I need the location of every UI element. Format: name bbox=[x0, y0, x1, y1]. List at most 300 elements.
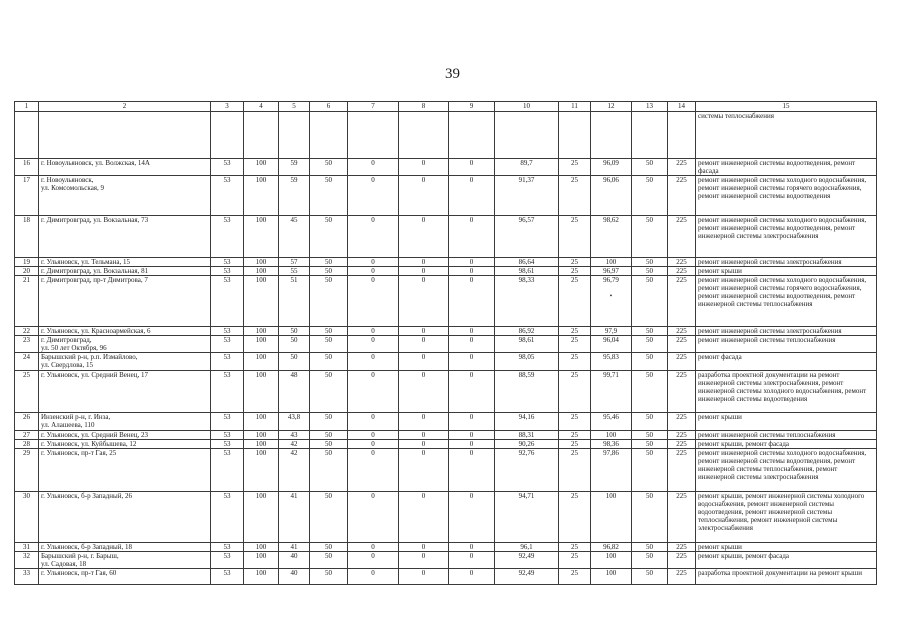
value-text: 225 bbox=[676, 440, 687, 448]
column-number-3: 3 bbox=[211, 102, 244, 112]
value-cell-c11 bbox=[559, 258, 591, 267]
row-number: 21 bbox=[15, 276, 39, 327]
value-cell-c11 bbox=[559, 449, 591, 492]
address-cell bbox=[39, 440, 211, 449]
value-cell-c8 bbox=[399, 336, 449, 353]
table-row bbox=[15, 216, 877, 258]
value-cell-c7 bbox=[348, 353, 399, 371]
value-cell-c10 bbox=[495, 431, 559, 440]
row-number: 32 bbox=[15, 552, 39, 569]
value-text: 88,31 bbox=[518, 431, 535, 439]
value-text: 50 bbox=[325, 569, 332, 577]
value-cell-c13 bbox=[632, 492, 668, 543]
value-cell-c6 bbox=[310, 543, 348, 552]
value-cell-c9 bbox=[449, 267, 495, 276]
address-line: ул. 50 лет Октября, 96 bbox=[41, 344, 107, 352]
value-text: 0 bbox=[371, 552, 375, 560]
value-text: 100 bbox=[605, 492, 617, 500]
value-cell-c10 bbox=[495, 176, 559, 216]
value-text: 100 bbox=[255, 336, 267, 344]
value-cell-c6 bbox=[310, 552, 348, 569]
value-cell-c6 bbox=[310, 258, 348, 267]
value-cell-c6 bbox=[310, 327, 348, 336]
value-cell-c10 bbox=[495, 353, 559, 371]
row-number: 23 bbox=[15, 336, 39, 353]
value-text: 97,9 bbox=[604, 327, 618, 335]
work-description: ремонт инженерной системы электроснабжения bbox=[696, 327, 877, 336]
row-number: 22 bbox=[15, 327, 39, 336]
value-text: 50 bbox=[325, 216, 332, 224]
value-cell-c7 bbox=[348, 449, 399, 492]
value-text: 25 bbox=[571, 552, 578, 560]
value-cell-c4 bbox=[244, 258, 279, 267]
value-text: 96,97 bbox=[603, 267, 619, 275]
value-cell-c12 bbox=[591, 276, 632, 327]
value-cell-c8 bbox=[399, 371, 449, 413]
value-cell-c9 bbox=[449, 176, 495, 216]
row-number: 33 bbox=[15, 569, 39, 585]
value-cell-c13 bbox=[632, 371, 668, 413]
value-text: 53 bbox=[223, 449, 231, 457]
value-text: 50 bbox=[325, 371, 332, 379]
value-text: 0 bbox=[371, 216, 375, 224]
value-cell-c10 bbox=[495, 440, 559, 449]
value-text: 0 bbox=[371, 176, 375, 184]
value-cell-c12 bbox=[591, 176, 632, 216]
value-text: 25 bbox=[571, 159, 578, 167]
carry-over-row bbox=[15, 112, 877, 159]
value-cell-c14 bbox=[668, 336, 696, 353]
value-text: 0 bbox=[469, 216, 474, 224]
value-text: 97,86 bbox=[603, 449, 619, 457]
table-row bbox=[15, 159, 877, 176]
value-text: 100 bbox=[255, 440, 267, 448]
value-text: 0 bbox=[371, 492, 375, 500]
value-cell-c11 bbox=[559, 569, 591, 585]
repair-program-table bbox=[14, 101, 877, 585]
value-cell-c3 bbox=[211, 327, 244, 336]
value-cell-c9 bbox=[449, 336, 495, 353]
value-text: 225 bbox=[676, 176, 687, 184]
value-text: 53 bbox=[223, 371, 231, 379]
value-cell-c11 bbox=[559, 353, 591, 371]
value-cell-c12 bbox=[591, 413, 632, 431]
value-cell-c5 bbox=[279, 543, 310, 552]
value-text: 0 bbox=[469, 440, 474, 448]
column-number-14: 14 bbox=[668, 102, 696, 112]
value-text: 0 bbox=[469, 353, 474, 361]
value-text: 53 bbox=[223, 159, 231, 167]
value-cell-c5 bbox=[279, 569, 310, 585]
value-text: 0 bbox=[371, 543, 375, 551]
value-text: 0 bbox=[469, 276, 474, 284]
column-number-7: 7 bbox=[348, 102, 399, 112]
value-text: 0 bbox=[469, 449, 474, 457]
value-text: 0 bbox=[469, 492, 474, 500]
value-text: 100 bbox=[255, 276, 267, 284]
value-cell-c10 bbox=[495, 159, 559, 176]
value-text: 98,61 bbox=[518, 336, 535, 344]
value-cell-c6 bbox=[310, 276, 348, 327]
value-cell-c4 bbox=[244, 327, 279, 336]
value-text: 0 bbox=[421, 353, 426, 361]
column-number-6: 6 bbox=[310, 102, 348, 112]
value-text: 50 bbox=[290, 353, 298, 361]
value-cell-c5 bbox=[279, 267, 310, 276]
value-text: 50 bbox=[646, 440, 653, 448]
value-text: 50 bbox=[325, 440, 332, 448]
value-cell-c5 bbox=[279, 371, 310, 413]
value-cell-c8 bbox=[399, 543, 449, 552]
value-cell-c4 bbox=[244, 176, 279, 216]
value-cell-c14 bbox=[668, 327, 696, 336]
column-number-12: 12 bbox=[591, 102, 632, 112]
column-number-row bbox=[15, 102, 877, 112]
address-cell bbox=[39, 552, 211, 569]
value-cell-c3 bbox=[211, 413, 244, 431]
value-text: 50 bbox=[290, 327, 298, 335]
value-cell-c11 bbox=[559, 216, 591, 258]
value-cell-c11 bbox=[559, 336, 591, 353]
value-text: 25 bbox=[571, 176, 578, 184]
value-text: 89,7 bbox=[520, 159, 533, 167]
value-text: 100 bbox=[255, 159, 267, 167]
value-cell-c13 bbox=[632, 176, 668, 216]
value-text: 96,57 bbox=[518, 216, 535, 224]
value-cell-c9 bbox=[449, 413, 495, 431]
work-description: ремонт крыши, ремонт фасада bbox=[696, 552, 877, 569]
value-cell-c8 bbox=[399, 440, 449, 449]
value-text: 225 bbox=[676, 371, 687, 379]
value-text: 42 bbox=[290, 449, 298, 457]
value-cell-c6 bbox=[310, 413, 348, 431]
value-text: 100 bbox=[255, 371, 267, 379]
value-text: 48 bbox=[290, 371, 298, 379]
value-text: 50 bbox=[325, 449, 332, 457]
value-cell-c3 bbox=[211, 492, 244, 543]
table-row bbox=[15, 336, 877, 353]
address-line: г. Новоульяновск, ул. Волжская, 14А bbox=[41, 159, 150, 167]
column-number-11: 11 bbox=[559, 102, 591, 112]
value-cell-c4 bbox=[244, 413, 279, 431]
value-cell-c3 bbox=[211, 258, 244, 267]
value-text: 225 bbox=[676, 327, 687, 335]
value-text: 59 bbox=[290, 176, 298, 184]
value-text: 98,05 bbox=[518, 353, 535, 361]
value-cell-c5 bbox=[279, 353, 310, 371]
value-cell-c14 bbox=[668, 276, 696, 327]
value-text: 0 bbox=[371, 431, 375, 439]
value-cell-c5 bbox=[279, 449, 310, 492]
table-row bbox=[15, 267, 877, 276]
work-description: ремонт инженерной системы теплоснабжения bbox=[696, 336, 877, 353]
value-cell-c14 bbox=[668, 569, 696, 585]
value-cell-c5 bbox=[279, 327, 310, 336]
row-number: 25 bbox=[15, 371, 39, 413]
value-text: 100 bbox=[255, 216, 267, 224]
value-cell-c9 bbox=[449, 353, 495, 371]
value-text: 91,37 bbox=[518, 176, 535, 184]
value-text: 0 bbox=[469, 267, 474, 275]
value-text: 50 bbox=[646, 492, 653, 500]
value-cell-c4 bbox=[244, 216, 279, 258]
value-text: 100 bbox=[605, 552, 617, 560]
value-text: 50 bbox=[646, 371, 653, 379]
value-text: 50 bbox=[646, 267, 653, 275]
value-text: 53 bbox=[223, 431, 231, 439]
value-text: 50 bbox=[325, 159, 332, 167]
value-cell-c10 bbox=[495, 216, 559, 258]
work-description: ремонт крыши, ремонт инженерной системы холодного водоснабжения, ремонт инженерной системы водоотведения, ремонт инженерной системы теплоснабжения, ремонт инженерной системы электроснабжения bbox=[696, 492, 877, 543]
value-text: 53 bbox=[223, 176, 231, 184]
row-number: 27 bbox=[15, 431, 39, 440]
value-text: 50 bbox=[646, 431, 653, 439]
value-cell-c7 bbox=[348, 413, 399, 431]
value-cell-c3 bbox=[211, 569, 244, 585]
value-text: 98,61 bbox=[518, 267, 535, 275]
value-text: 98,62 bbox=[603, 216, 619, 224]
value-text: 25 bbox=[571, 569, 578, 577]
value-cell-c8 bbox=[399, 449, 449, 492]
value-cell-c3 bbox=[211, 431, 244, 440]
value-text: 0 bbox=[421, 413, 426, 421]
value-text: 86,64 bbox=[518, 258, 535, 266]
value-cell-c14 bbox=[668, 353, 696, 371]
address-line: Барышский р-н, г. Барыш, bbox=[41, 552, 119, 560]
value-cell-c5 bbox=[279, 216, 310, 258]
value-text: 0 bbox=[421, 431, 426, 439]
address-cell bbox=[39, 336, 211, 353]
value-cell-c8 bbox=[399, 176, 449, 216]
address-line: ул. Алашеева, 110 bbox=[41, 421, 95, 429]
value-cell-c12 bbox=[591, 216, 632, 258]
table-row bbox=[15, 276, 877, 327]
value-text: 0 bbox=[421, 176, 426, 184]
value-text: 43,8 bbox=[287, 413, 301, 421]
address-cell bbox=[39, 327, 211, 336]
value-cell-c10 bbox=[495, 552, 559, 569]
value-cell-c13 bbox=[632, 258, 668, 267]
value-cell-c10 bbox=[495, 569, 559, 585]
value-text: 225 bbox=[676, 492, 687, 500]
value-cell-c12 bbox=[591, 371, 632, 413]
value-cell-c12 bbox=[591, 159, 632, 176]
value-cell-c9 bbox=[449, 258, 495, 267]
value-cell-c11 bbox=[559, 176, 591, 216]
value-cell-c9 bbox=[449, 276, 495, 327]
address-line: Барышский р-н, р.п. Измайлово, bbox=[41, 353, 138, 361]
value-cell-c12 bbox=[591, 336, 632, 353]
row-number: 30 bbox=[15, 492, 39, 543]
value-cell-c4 bbox=[244, 371, 279, 413]
value-text: 90,26 bbox=[518, 440, 535, 448]
value-cell-c6 bbox=[310, 159, 348, 176]
address-line: г. Ульяновск, ул. Красноармейская, 6 bbox=[41, 327, 151, 335]
value-text: 0 bbox=[469, 413, 474, 421]
value-cell-c13 bbox=[632, 327, 668, 336]
value-text: 0 bbox=[371, 267, 375, 275]
value-cell-c5 bbox=[279, 258, 310, 267]
value-cell-c12 bbox=[591, 440, 632, 449]
value-cell-c12 bbox=[591, 543, 632, 552]
value-text: 53 bbox=[223, 327, 231, 335]
value-text: 0 bbox=[371, 413, 375, 421]
value-text: 99,71 bbox=[603, 371, 619, 379]
row-number: 28 bbox=[15, 440, 39, 449]
value-cell-c9 bbox=[449, 159, 495, 176]
value-cell-c13 bbox=[632, 413, 668, 431]
value-cell-c3 bbox=[211, 440, 244, 449]
value-text: 25 bbox=[571, 267, 578, 275]
value-text: 40 bbox=[290, 552, 298, 560]
work-description: ремонт крыши bbox=[696, 543, 877, 552]
value-text: 53 bbox=[223, 276, 231, 284]
column-number-4: 4 bbox=[244, 102, 279, 112]
value-text: 225 bbox=[676, 413, 687, 421]
value-cell-c12 bbox=[591, 552, 632, 569]
value-cell-c8 bbox=[399, 353, 449, 371]
value-cell-c13 bbox=[632, 440, 668, 449]
value-cell-c14 bbox=[668, 552, 696, 569]
value-cell-c14 bbox=[668, 413, 696, 431]
page-number: 39 bbox=[445, 66, 460, 82]
value-cell-c6 bbox=[310, 449, 348, 492]
table-row bbox=[15, 353, 877, 371]
value-text: 0 bbox=[421, 543, 426, 551]
value-text: 225 bbox=[676, 336, 687, 344]
value-cell-c9 bbox=[449, 569, 495, 585]
address-line: г. Ульяновск, ул. Куйбышева, 12 bbox=[41, 440, 137, 448]
value-text: 0 bbox=[469, 543, 474, 551]
value-cell-c7 bbox=[348, 431, 399, 440]
work-description: ремонт инженерной системы водоотведения, ремонт фасада bbox=[696, 159, 877, 176]
work-description: ремонт фасада bbox=[696, 353, 877, 371]
value-cell-c10 bbox=[495, 276, 559, 327]
value-text: 50 bbox=[325, 552, 332, 560]
value-cell-c10 bbox=[495, 267, 559, 276]
table-row bbox=[15, 431, 877, 440]
value-text: 100 bbox=[605, 258, 617, 266]
address-cell bbox=[39, 413, 211, 431]
column-number-9: 9 bbox=[449, 102, 495, 112]
value-cell-c4 bbox=[244, 353, 279, 371]
value-cell-c11 bbox=[559, 413, 591, 431]
value-text: 0 bbox=[421, 276, 426, 284]
value-cell-c7 bbox=[348, 327, 399, 336]
value-text: 0 bbox=[421, 449, 426, 457]
work-description: ремонт крыши bbox=[696, 413, 877, 431]
value-text: 50 bbox=[646, 449, 653, 457]
value-text: 0 bbox=[371, 569, 375, 577]
value-cell-c4 bbox=[244, 543, 279, 552]
value-text: 50 bbox=[646, 569, 653, 577]
value-cell-c10 bbox=[495, 543, 559, 552]
value-text: 225 bbox=[676, 569, 687, 577]
value-cell-c7 bbox=[348, 336, 399, 353]
value-cell-c10 bbox=[495, 449, 559, 492]
value-text: 225 bbox=[676, 276, 687, 284]
value-cell-c4 bbox=[244, 267, 279, 276]
value-text: 225 bbox=[676, 267, 687, 275]
address-line: г. Ульяновск, б-р Западный, 26 bbox=[41, 492, 132, 500]
value-text: 40 bbox=[290, 569, 298, 577]
table-row bbox=[15, 258, 877, 267]
value-text: 25 bbox=[571, 413, 578, 421]
value-text: 50 bbox=[325, 543, 332, 551]
column-number-15: 15 bbox=[696, 102, 877, 112]
value-cell-c3 bbox=[211, 543, 244, 552]
value-cell-c6 bbox=[310, 216, 348, 258]
value-text: 0 bbox=[469, 431, 474, 439]
value-text: 0 bbox=[469, 258, 474, 266]
value-text: 225 bbox=[676, 449, 687, 457]
value-text: 53 bbox=[223, 413, 231, 421]
value-text: 50 bbox=[325, 336, 332, 344]
value-cell-c11 bbox=[559, 267, 591, 276]
value-cell-c9 bbox=[449, 327, 495, 336]
value-cell-c8 bbox=[399, 267, 449, 276]
address-line: г. Димитровград, ул. Вокзальная, 81 bbox=[41, 267, 149, 275]
value-cell-c12 bbox=[591, 492, 632, 543]
address-line: ул. Садовая, 18 bbox=[41, 560, 87, 568]
value-text: 53 bbox=[223, 543, 231, 551]
value-text: 53 bbox=[223, 336, 231, 344]
value-text: 225 bbox=[676, 552, 687, 560]
value-text: 53 bbox=[223, 552, 231, 560]
value-cell-c3 bbox=[211, 353, 244, 371]
value-cell-c8 bbox=[399, 216, 449, 258]
value-cell-c11 bbox=[559, 431, 591, 440]
value-text: 50 bbox=[646, 276, 653, 284]
value-cell-c8 bbox=[399, 431, 449, 440]
value-text: 92,49 bbox=[518, 569, 535, 577]
value-cell-c10 bbox=[495, 258, 559, 267]
value-text: 0 bbox=[421, 267, 426, 275]
value-text: 50 bbox=[646, 258, 653, 266]
work-description: ремонт инженерной системы холодного водоснабжения, ремонт инженерной системы горячего водоснабжения, ремонт инженерной системы водоотведения, ремонт инженерной системы теплоснабжения bbox=[696, 276, 877, 327]
address-line: г. Ульяновск, б-р Западный, 18 bbox=[41, 543, 132, 551]
value-cell-c11 bbox=[559, 327, 591, 336]
address-cell bbox=[39, 569, 211, 585]
value-text: 92,76 bbox=[518, 449, 535, 457]
value-cell-c4 bbox=[244, 159, 279, 176]
value-cell-c4 bbox=[244, 552, 279, 569]
value-text: 96,06 bbox=[603, 176, 619, 184]
value-cell-c5 bbox=[279, 276, 310, 327]
value-cell-c7 bbox=[348, 492, 399, 543]
value-text: 25 bbox=[571, 431, 578, 439]
value-cell-c5 bbox=[279, 176, 310, 216]
row-number: 20 bbox=[15, 267, 39, 276]
value-text: 225 bbox=[676, 159, 687, 167]
value-text: 50 bbox=[646, 353, 653, 361]
value-text: 225 bbox=[676, 431, 687, 439]
value-text: 0 bbox=[421, 159, 426, 167]
value-cell-c13 bbox=[632, 336, 668, 353]
value-text: 0 bbox=[469, 552, 474, 560]
row-number: 24 bbox=[15, 353, 39, 371]
value-cell-c14 bbox=[668, 371, 696, 413]
value-cell-c6 bbox=[310, 371, 348, 413]
value-text: 95,46 bbox=[603, 413, 619, 421]
value-cell-c14 bbox=[668, 258, 696, 267]
row-number: 16 bbox=[15, 159, 39, 176]
value-cell-c7 bbox=[348, 569, 399, 585]
value-text: 53 bbox=[223, 492, 231, 500]
address-line: г. Димитровград, пр-т Димитрова, 7 bbox=[41, 276, 148, 284]
value-cell-c9 bbox=[449, 543, 495, 552]
value-text: 100 bbox=[255, 492, 267, 500]
